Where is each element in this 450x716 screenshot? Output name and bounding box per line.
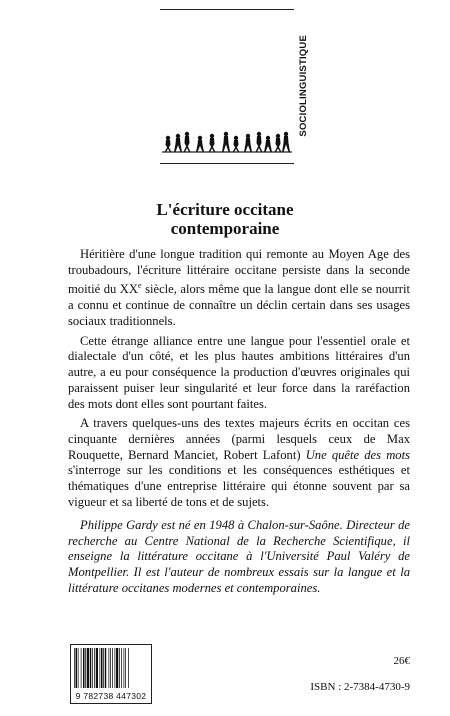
barcode-bar: [124, 648, 125, 688]
walking-people-silhouettes: [160, 10, 294, 163]
barcode-bar: [128, 648, 129, 688]
paragraph-1: Héritière d'une longue tradition qui remonte au Moyen Age des troubadours, l'écriture littéraire occitane persiste dans la seconde moitié du XXe siècle, alors même que la langue dont elle se nourrit a connu et continue de connaître un déclin certain dans ses usages sociaux traditionnels.: [68, 247, 410, 328]
barcode-bar: [96, 648, 98, 688]
series-logo: [160, 9, 294, 164]
barcode-bar: [119, 648, 120, 688]
paragraph-2: Cette étrange alliance entre une langue pour l'essentiel orale et dialectale d'un côté, et les plus hautes ambitions littéraires d'un autre, a eu pour conséquence la production d'œuvres originales qui paraissent puiser leur singularité et leur force dans la raréfaction des mots dont elles sont pourtant faites.: [68, 333, 410, 411]
walker-body: [174, 138, 182, 152]
barcode-bar: [94, 648, 95, 688]
walker-head: [185, 132, 189, 136]
walker-body: [256, 136, 263, 152]
barcode-number: 9 782738 447302: [75, 691, 147, 701]
barcode-bar: [115, 648, 116, 688]
walker-head: [176, 134, 180, 138]
barcode: [70, 644, 152, 704]
author-bio: Philippe Gardy est né en 1948 à Chalon-sur-Saône. Directeur de recherche au Centre National de la Recherche Scientifique, il enseigne la littérature occitane à l'Université Paul Valéry de Montpellier. Il est l'auteur de nombreux essais sur la langue et la littérature occitanes modernes et contemporaines.: [68, 518, 410, 595]
barcode-bar: [103, 648, 104, 688]
walker-body: [209, 138, 216, 152]
barcode-bar: [81, 648, 82, 688]
walker-body: [264, 140, 272, 152]
barcode-bar: [105, 648, 107, 688]
walker-head: [234, 136, 238, 140]
series-label: SOCIOLINGUISTIQUE: [296, 9, 310, 162]
walker-body: [196, 140, 204, 152]
paragraph-3: A travers quelques-uns des textes majeurs écrits en occitan ces cinquante dernières années (parmi lesquels ceux de Max Rouquette, Bernard Manciet, Robert Lafont) Une quête des mots s'interroge sur les conditions et les conséquences esthétiques et thématiques d'une entreprise littéraire qui étonne souvent par sa vigueur et sa liberté de tons et de sujets.: [68, 416, 410, 509]
walker-head: [166, 136, 170, 140]
barcode-bar: [85, 648, 86, 688]
walker-head: [266, 136, 270, 140]
barcode-bar: [76, 648, 78, 688]
barcode-bar: [92, 648, 93, 688]
barcode-bar: [87, 648, 89, 688]
barcode-bar: [78, 648, 79, 688]
barcode-bar: [83, 648, 85, 688]
walker-body: [244, 138, 252, 152]
walker-head: [284, 132, 288, 136]
walker-body: [282, 136, 290, 152]
walker-body: [184, 136, 191, 152]
barcode-bars: [73, 648, 149, 688]
barcode-bar: [112, 648, 113, 688]
walker-body: [165, 140, 172, 152]
title-line-1: L'écriture occitane: [156, 200, 294, 219]
barcode-bar: [90, 648, 92, 688]
isbn: ISBN : 2-7384-4730-9: [310, 681, 410, 693]
title-line-2: contemporaine: [170, 219, 280, 238]
walker-head: [276, 134, 280, 138]
barcode-bar: [101, 648, 103, 688]
walker-head: [257, 132, 261, 136]
walker-head: [224, 132, 228, 136]
barcode-bar: [74, 648, 75, 688]
barcode-bar: [116, 648, 118, 688]
barcode-bar: [100, 648, 101, 688]
walker-body: [233, 140, 240, 152]
price: 26€: [393, 655, 410, 667]
barcode-bar: [121, 648, 122, 688]
walker-body: [222, 136, 230, 152]
walker-head: [210, 134, 214, 138]
walker-head: [246, 134, 250, 138]
barcode-bar: [110, 648, 111, 688]
barcode-bar: [109, 648, 110, 688]
walker-head: [198, 136, 202, 140]
barcode-bar: [125, 648, 126, 688]
walker-body: [275, 138, 282, 152]
book-title: [0, 200, 450, 238]
blurb: [68, 247, 410, 514]
